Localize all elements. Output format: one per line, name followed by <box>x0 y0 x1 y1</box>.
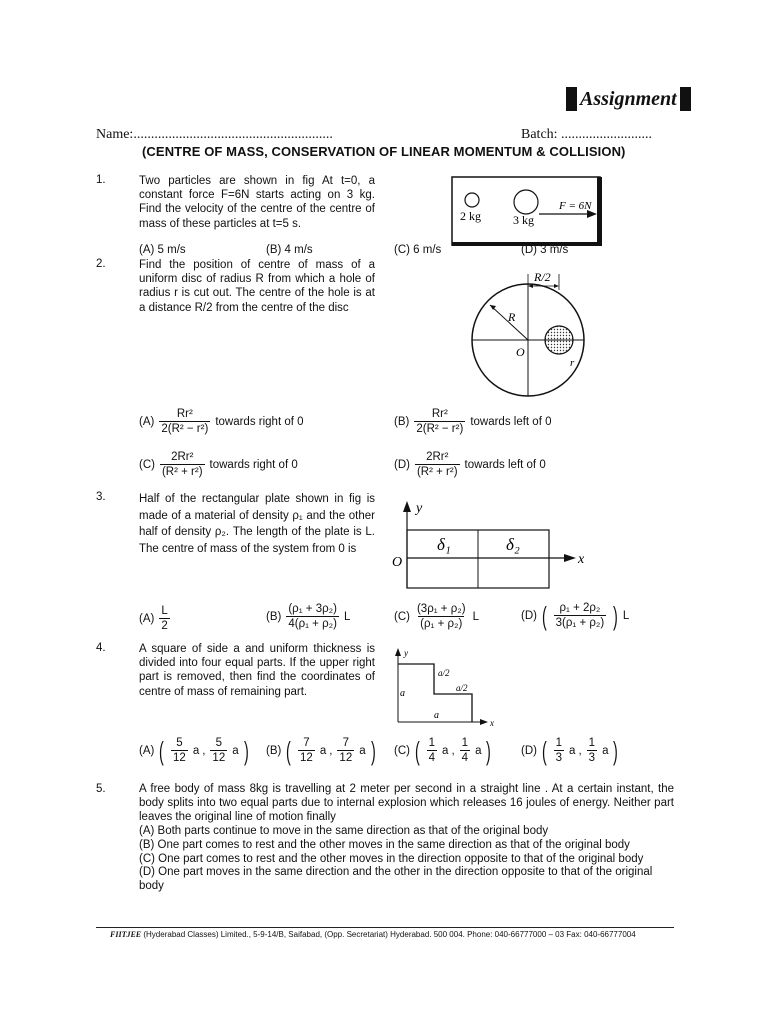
q1-fig-m1: 2 kg <box>460 209 481 223</box>
q2-fig-O-label: O <box>516 345 525 359</box>
q2-fig-r-label: r <box>570 357 575 369</box>
page-title: (CENTRE OF MASS, CONSERVATION OF LINEAR MOMENTUM & COLLISION) <box>142 144 626 159</box>
q2-fig-R-label: R <box>508 310 516 324</box>
q2-text: Find the position of centre of mass of a uniform disc of radius R from which a hole of radius r is cut out. The centre of the hole is at a distance R/2 from the centre of the disc <box>139 259 375 314</box>
q4-option-b: (B) ( $\frac{7}{12}$ a , $\frac{7}{12}$ a ) <box>266 736 376 766</box>
q4-option-c: (C) ( $\frac{1}{4}$ a , $\frac{1}{4}$ a ) <box>394 736 492 766</box>
q1-option-a: (A) 5 m/s <box>139 244 186 256</box>
q1-option-b: (B) 4 m/s <box>266 244 313 256</box>
footer <box>110 930 636 939</box>
q2-fig-half-label: R/2 <box>534 270 551 284</box>
q3-fig-d1-label: δ₁ <box>437 535 451 554</box>
q3-option-a: (A) $\frac{L}{2}$ <box>139 605 168 632</box>
q5-option-d: (D) One part moves in the same direction and the other in the direction opposite to that of the original body <box>139 866 653 893</box>
q5-option-c: (C) One part comes to rest and the other moves in the direction opposite to that of the original body <box>139 852 644 865</box>
q3-fig-x-label: x <box>578 552 585 567</box>
q3-option-d: (D) ( $\frac{\text{ρ₁ + 2ρ₂}}{\text{3(ρ₁ + ρ₂)}}$ ) L <box>521 601 630 631</box>
q4-option-a: (A) ( $\frac{5}{12}$ a , $\frac{5}{12}$ a ) <box>139 736 249 766</box>
name-field-label: Name:......................................................... <box>96 127 333 142</box>
q4-fig-y-label: y <box>404 648 408 658</box>
q3-fig-y-label: y <box>416 501 423 516</box>
batch-field-label: Batch: .......................... <box>521 127 653 142</box>
footer-address: (Hyderabad Classes) Limited., 5-9-14/B, Saifabad, (Opp. Secretariat) Hyderabad. 500 004. Phone: 040-66777000 – 03 Fax: 040-66777004 <box>143 930 636 939</box>
q5-option-b: (B) One part comes to rest and the other moves in the same direction as that of the original body <box>139 838 630 851</box>
q3-text: Half of the rectangular plate shown in fig is made of a material of density ρ₁ and the other half of density ρ₂. The length of the plate is L. The centre of mass of the system from 0 is <box>139 493 375 555</box>
q2-number: 2. <box>96 258 106 270</box>
q4-fig-a-bottom-label: a <box>434 710 439 721</box>
q4-fig-a-side-label: a <box>400 688 405 699</box>
q2-disc-figure <box>466 268 606 400</box>
q2-option-b: (B) $\frac{\text{Rr²}}{\text{2(R² − r²)}}$ towards left of 0 <box>394 408 552 435</box>
q4-fig-a2-top-label: a/2 <box>438 668 450 678</box>
q5-options <box>139 825 679 894</box>
q1-option-c: (C) 6 m/s <box>394 244 442 256</box>
q1-option-d: (D) 3 m/s <box>521 244 569 256</box>
footer-divider <box>96 927 674 928</box>
q1-fig-force: F = 6N <box>559 200 592 212</box>
q1-figure <box>451 176 603 248</box>
q1-number: 1. <box>96 174 106 186</box>
q4-fig-x-label: x <box>490 718 494 728</box>
footer-brand-logo: FIITJEE <box>110 930 142 939</box>
q4-number: 4. <box>96 642 106 654</box>
q3-option-b: (B) $\frac{\text{(ρ₁ + 3ρ₂)}}{\text{4(ρ₁ + ρ₂)}}$ L <box>266 603 351 630</box>
q3-plate-figure <box>392 498 592 594</box>
q1-text: Two particles are shown in fig At t=0, a constant force F=6N starts acting on 3 kg. Find the velocity of the centre of the centre of mass of these particles at t=5 s. <box>139 175 375 230</box>
q5-number: 5. <box>96 783 106 795</box>
q5-option-a: (A) Both parts continue to move in the same direction as that of the original body <box>139 825 549 837</box>
q2-option-c: (C) $\frac{\text{2Rr²}}{\text{(R² + r²)}}$ towards right of 0 <box>139 451 298 478</box>
q3-fig-O-label: O <box>392 555 403 570</box>
q3-option-c: (C) $\frac{\text{(3ρ₁ + ρ₂)}}{\text{(ρ₁ + ρ₂)}}$ L <box>394 603 479 630</box>
q2-option-d: (D) $\frac{\text{2Rr²}}{\text{(R² + r²)}}$ towards left of 0 <box>394 451 546 478</box>
q4-option-d: (D) ( $\frac{1}{3}$ a , $\frac{1}{3}$ a ) <box>521 736 619 766</box>
q3-number: 3. <box>96 491 106 503</box>
q5-text: A free body of mass 8kg is travelling at 2 meter per second in a straight line . At a certain instant, the body splits into two equal parts due to internal explosion which releases 16 joules of energy. Neither part leaves the original line of motion finally <box>139 783 674 823</box>
assignment-badge: Assignment <box>566 86 691 112</box>
q2-option-a: (A) $\frac{\text{Rr²}}{\text{2(R² − r²)}}$ towards right of 0 <box>139 408 304 435</box>
q3-fig-d2-label: δ₂ <box>506 535 520 554</box>
q4-fig-a2-right-label: a/2 <box>456 683 468 693</box>
q4-square-figure <box>388 646 500 730</box>
q1-fig-m2: 3 kg <box>513 213 534 227</box>
q4-text: A square of side a and uniform thickness is divided into four equal parts. If the upper right part is removed, then find the coordinates of centre of mass of remaining part. <box>139 643 375 698</box>
